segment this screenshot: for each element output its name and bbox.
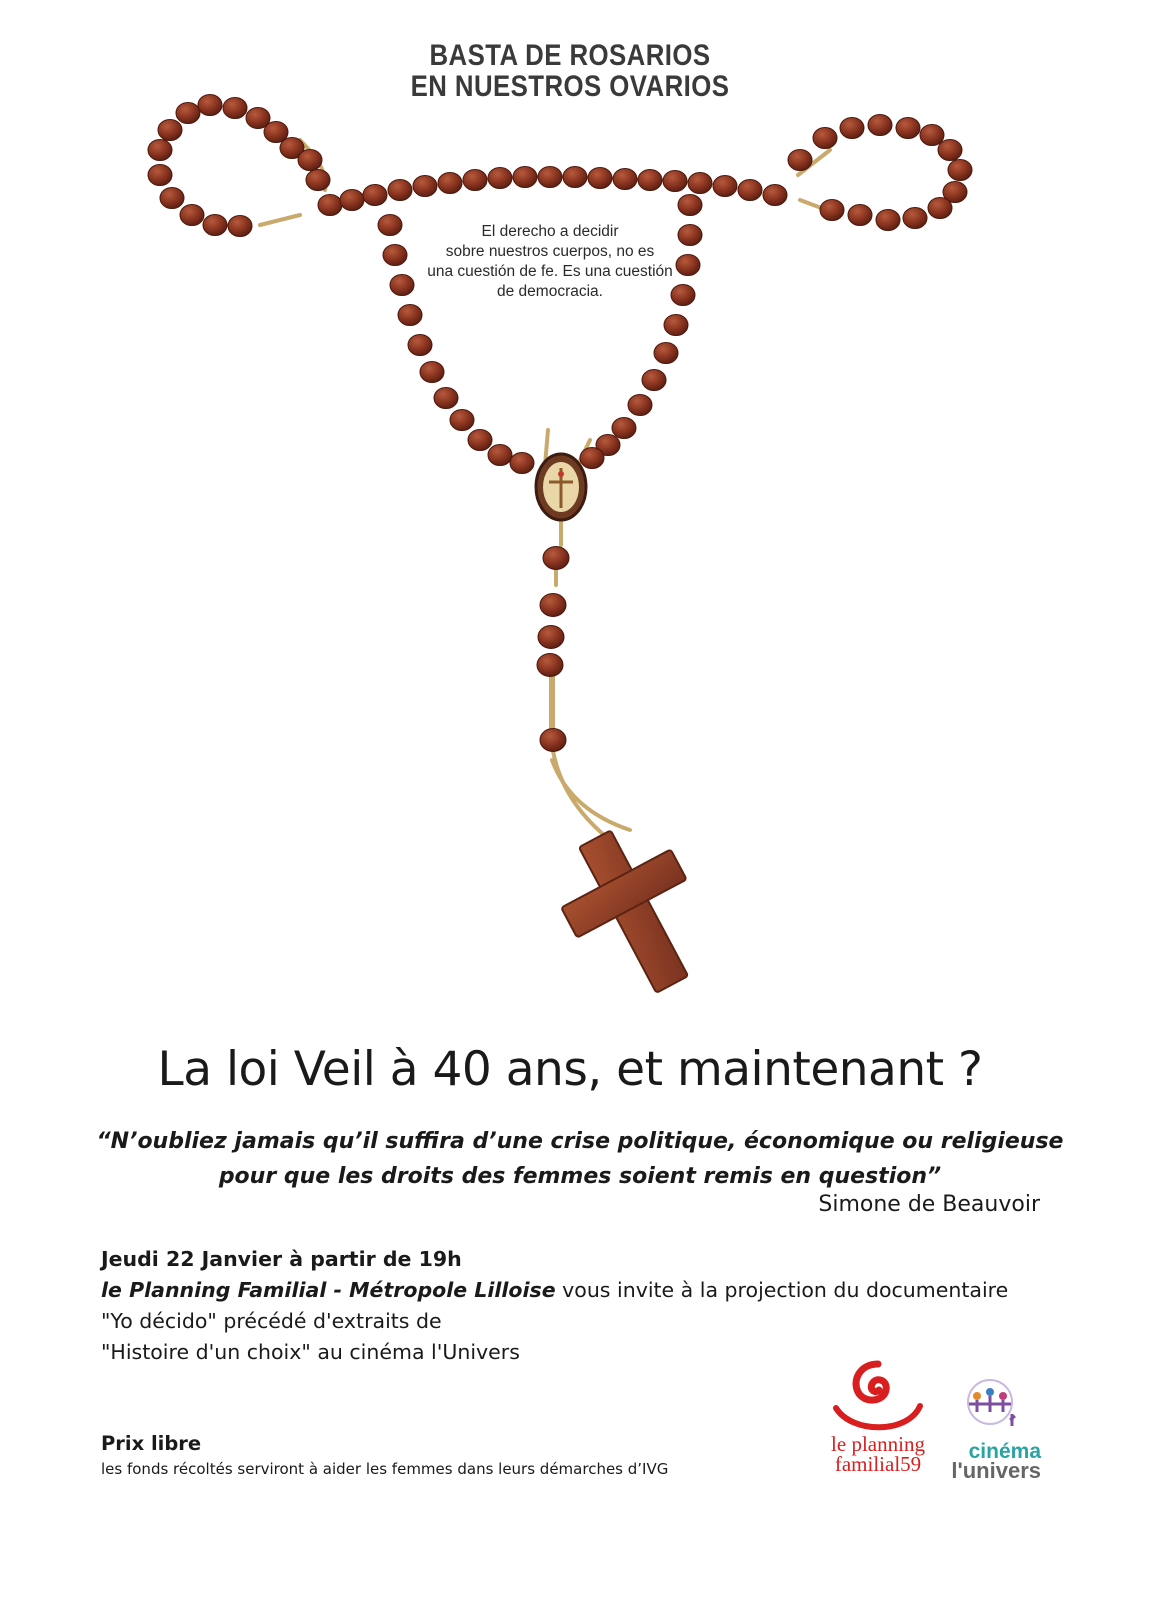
rosary-bead (388, 179, 412, 200)
rosary-cord-segment (552, 745, 610, 840)
rosary-bead (148, 164, 172, 185)
quote-author: Simone de Beauvoir (818, 1192, 1040, 1217)
rosary-bead (938, 139, 962, 160)
rosary-bead (463, 169, 487, 190)
rosary-bead (148, 139, 172, 160)
rosary-bead (434, 387, 458, 408)
rosary-bead (638, 169, 662, 190)
rosary-bead (488, 444, 512, 465)
rosary-bead (176, 102, 200, 123)
rosary-bead (537, 654, 563, 677)
rosary-bead (390, 274, 414, 295)
rosary-beads (148, 94, 972, 751)
planning-line-1: le planning (831, 1432, 925, 1456)
maison-des-femmes-icon (955, 1372, 1025, 1434)
rosary-bead (398, 304, 422, 325)
rosary-bead (580, 447, 604, 468)
rosary-bead (588, 167, 612, 188)
rosary-bead (678, 194, 702, 215)
quote-line-2: pour que les droits des femmes soient remis en question” (218, 1164, 942, 1189)
poster-header (80, 40, 1060, 102)
rosary-bead (613, 168, 637, 189)
header-line-2: EN NUESTROS OVARIOS (410, 70, 730, 103)
rosary-bead (228, 215, 252, 236)
inner-quote-line: sobre nuestros cuerpos, no es (445, 243, 655, 260)
cinema-line-1: cinéma (968, 1440, 1041, 1463)
rosary-cord-segment (260, 215, 300, 225)
planning-line-2: familial (834, 1452, 901, 1476)
rosary-bead (468, 429, 492, 450)
cinema-univers-logo (945, 1442, 1055, 1482)
rosary-bead (664, 314, 688, 335)
rosary-bead (540, 729, 566, 752)
rosary-bead (813, 127, 837, 148)
event-invite-line (101, 1275, 1021, 1306)
rosary-bead (298, 149, 322, 170)
maison-des-femmes-logo (955, 1372, 1025, 1434)
inner-quote-line: El derecho a decidir (481, 223, 619, 240)
rosary-bead (788, 149, 812, 170)
rosary-bead (628, 394, 652, 415)
rosary-bead (688, 172, 712, 193)
rosary-bead (488, 167, 512, 188)
rosary-bead (868, 114, 892, 135)
rosary-bead (306, 169, 330, 190)
rosary-bead (180, 204, 204, 225)
planning-familial-logo (808, 1360, 948, 1480)
planning-swirl-icon (808, 1360, 948, 1436)
cross-icon (540, 810, 727, 1014)
rosary-bead (663, 170, 687, 191)
planning-number: 59 (900, 1452, 922, 1476)
rosary-bead (948, 159, 972, 180)
rosary-bead (158, 119, 182, 140)
header-line-1: BASTA DE ROSARIOS (429, 39, 711, 72)
rosary-bead (450, 409, 474, 430)
rosary-bead (510, 452, 534, 473)
rosary-bead (654, 342, 678, 363)
rosary-bead (612, 417, 636, 438)
rosary-bead (738, 179, 762, 200)
rosary-bead (538, 166, 562, 187)
event-invite-text: vous invite à la projection du documentaire (555, 1278, 1009, 1302)
rosary-bead (840, 117, 864, 138)
price-text: les fonds récoltés serviront à aider les femmes dans leurs démarches d’IVG (101, 1460, 669, 1478)
rosary-bead (513, 166, 537, 187)
rosary-bead (678, 224, 702, 245)
rosary-bead (642, 369, 666, 390)
rosary-bead (378, 214, 402, 235)
rosary-bead (896, 117, 920, 138)
rosary-bead (408, 334, 432, 355)
rosary-bead (363, 184, 387, 205)
medal-icon (536, 454, 586, 520)
quote-line-1: “N’oubliez jamais qu’il suffira d’une crise politique, économique ou religieuse (96, 1129, 1064, 1154)
rosary-bead (420, 361, 444, 382)
rosary-bead (920, 124, 944, 145)
event-details (101, 1244, 1021, 1368)
rosary-bead (763, 184, 787, 205)
cinema-line-2: l'univers (951, 1458, 1041, 1483)
rosary-bead (820, 199, 844, 220)
rosary-bead (563, 166, 587, 187)
rosary-bead (438, 172, 462, 193)
rosary-bead (713, 175, 737, 196)
rosary-bead (383, 244, 407, 265)
page-title: La loi Veil à 40 ans, et maintenant ? (157, 1042, 983, 1097)
rosary-bead (160, 187, 184, 208)
price-title: Prix libre (101, 1432, 202, 1455)
rosary-bead (928, 197, 952, 218)
event-organizer: le Planning Familial - Métropole Lilloise (101, 1278, 556, 1302)
event-film-line: "Yo décido" précédé d'extraits de (101, 1309, 442, 1333)
beauvoir-quote (60, 1124, 1100, 1194)
price-info (101, 1430, 801, 1480)
rosary-cord-segment (552, 760, 630, 830)
rosary-bead (318, 194, 342, 215)
inner-quote (420, 222, 680, 302)
inner-quote-line: de democracia. (497, 283, 603, 300)
rosary-bead (538, 626, 564, 649)
inner-quote-line: una cuestión de fe. Es una cuestión (427, 263, 673, 280)
event-venue-line: "Histoire d'un choix" au cinéma l'Univers (101, 1340, 520, 1364)
rosary-bead (413, 175, 437, 196)
rosary-bead (903, 207, 927, 228)
rosary-bead (848, 204, 872, 225)
rosary-bead (876, 209, 900, 230)
event-date: Jeudi 22 Janvier à partir de 19h (101, 1247, 462, 1271)
rosary-bead (543, 547, 569, 570)
rosary-bead (203, 214, 227, 235)
rosary-bead (540, 594, 566, 617)
rosary-bead (340, 189, 364, 210)
